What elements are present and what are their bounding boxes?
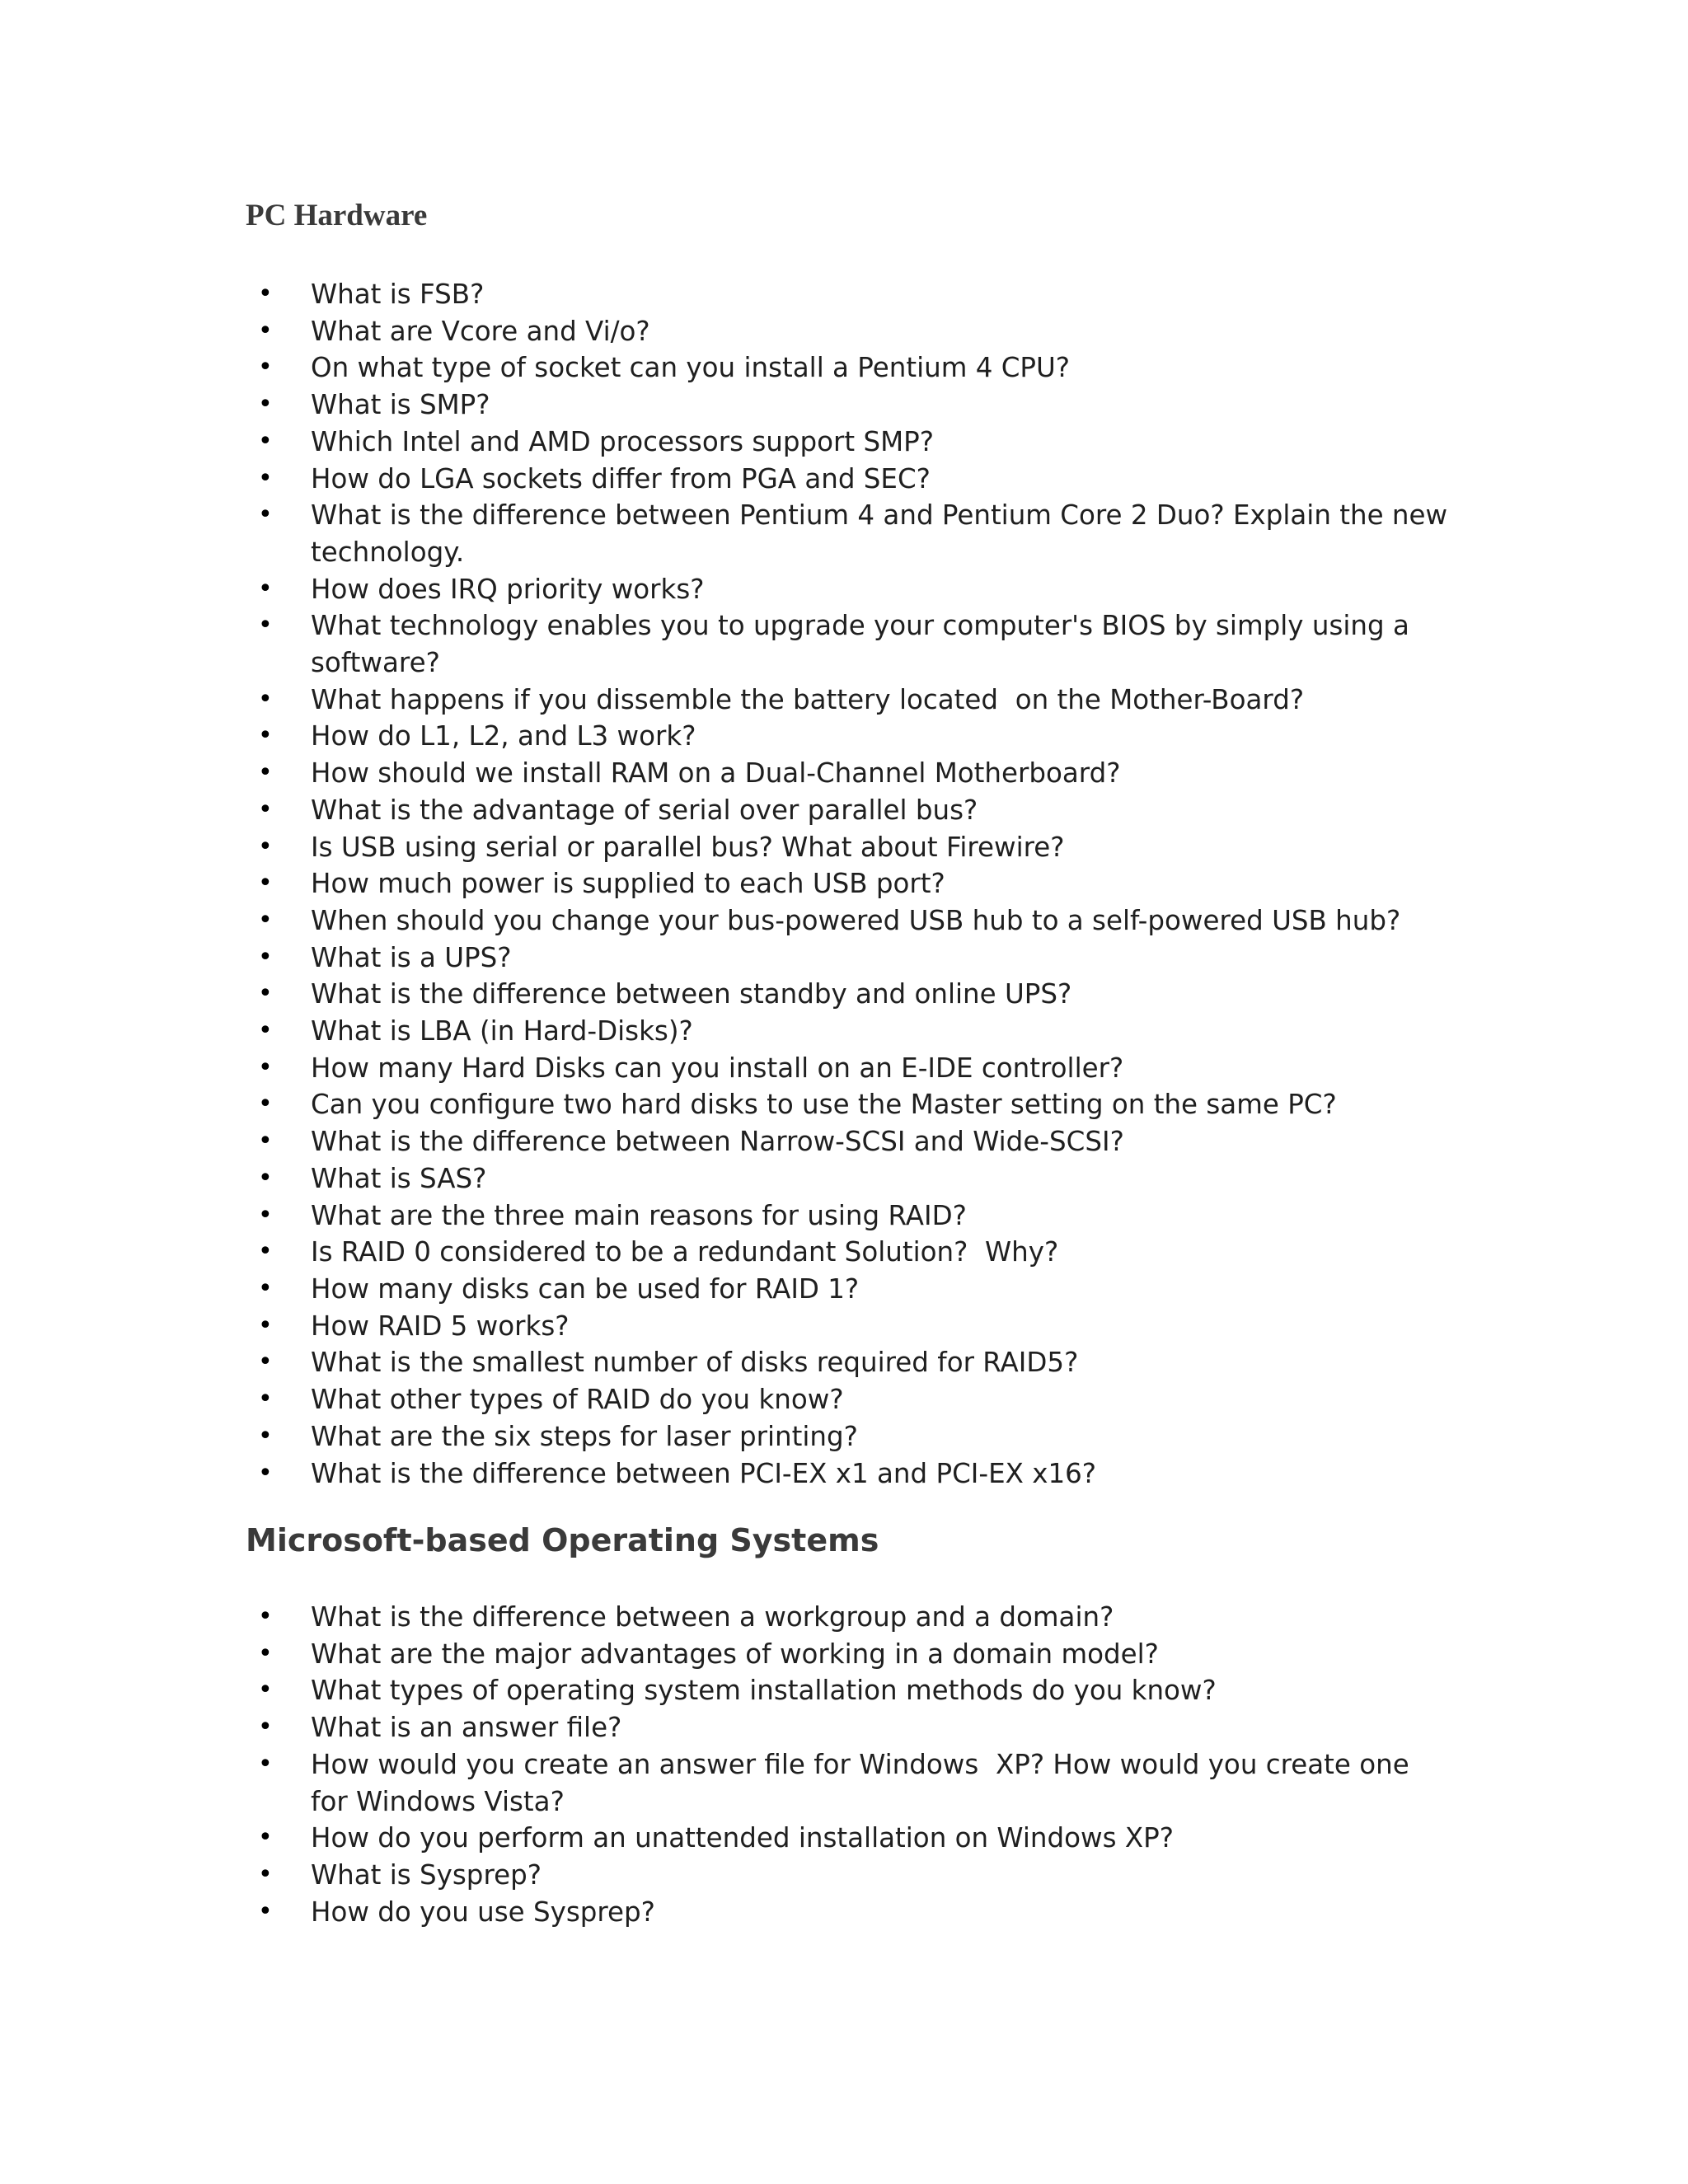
list-item-text: What happens if you dissemble the battery located on the Mother-Board?	[311, 683, 1305, 715]
bullet-icon: •	[258, 1458, 273, 1488]
list-item-text: What is the smallest number of disks required for RAID5?	[311, 1347, 1079, 1379]
bullet-icon: •	[258, 832, 273, 861]
list-item-text: What are the three main reasons for using RAID?	[311, 1199, 967, 1231]
list-item	[246, 276, 1449, 313]
list-item	[246, 1123, 1449, 1160]
bullet-icon: •	[258, 279, 273, 308]
list-item-text: How do LGA sockets differ from PGA and SEC?	[311, 462, 931, 494]
list-item	[246, 1455, 1449, 1493]
bullet-icon: •	[258, 463, 273, 493]
list-item	[246, 1086, 1449, 1123]
list-item-text: What is LBA (in Hard-Disks)?	[311, 1015, 693, 1047]
list-item	[246, 1894, 1449, 1931]
list-item	[246, 497, 1456, 570]
list-item	[246, 1636, 1449, 1673]
bullet-icon: •	[258, 794, 273, 824]
list-item-text: How do L1, L2, and L3 work?	[311, 720, 696, 752]
bullet-icon: •	[258, 353, 273, 382]
list-item-text: How many Hard Disks can you install on an E-IDE controller?	[311, 1052, 1124, 1084]
list-item	[246, 1857, 1449, 1894]
list-item-text: What is the difference between PCI-EX x1 and PCI-EX x16?	[311, 1457, 1097, 1489]
list-item	[246, 755, 1449, 792]
bullet-icon: •	[258, 1273, 273, 1303]
bullet-icon: •	[258, 1127, 273, 1156]
list-item	[246, 865, 1449, 902]
list-item-text: What is SAS?	[311, 1162, 487, 1194]
bullet-icon: •	[258, 1163, 273, 1193]
list-item-text: What are the six steps for laser printing?	[311, 1420, 858, 1452]
list-item	[246, 607, 1449, 681]
list-item-text: How do you use Sysprep?	[311, 1896, 655, 1928]
list-item-text: How do you perform an unattended installation on Windows XP?	[311, 1822, 1174, 1854]
bullet-icon: •	[258, 1016, 273, 1046]
list-item-text: What other types of RAID do you know?	[311, 1384, 844, 1416]
list-item	[246, 1308, 1449, 1345]
list-item	[246, 792, 1449, 829]
list-item-text: How RAID 5 works?	[311, 1310, 570, 1342]
bullet-icon: •	[258, 1237, 273, 1267]
list-item-text: Which Intel and AMD processors support SMP?	[311, 425, 934, 457]
bullet-icon: •	[258, 426, 273, 456]
list-item-text: What is the difference between standby and online UPS?	[311, 978, 1072, 1010]
bullet-icon: •	[258, 1823, 273, 1853]
list-item-text: What is the difference between a workgroup and a domain?	[311, 1601, 1114, 1633]
bullet-icon: •	[258, 869, 273, 898]
bullet-icon: •	[258, 390, 273, 419]
list-item-text: How much power is supplied to each USB port?	[311, 868, 945, 900]
list-item	[246, 1234, 1449, 1271]
list-item	[246, 349, 1449, 387]
list-item	[246, 1050, 1449, 1087]
bullet-icon: •	[258, 1713, 273, 1742]
section-heading-pc-hardware: PC Hardware	[246, 199, 428, 232]
bullet-icon: •	[258, 1749, 273, 1779]
bullet-icon: •	[258, 684, 273, 714]
list-item-text: What is an answer file?	[311, 1712, 622, 1744]
question-list-microsoft-os	[246, 1599, 1449, 1930]
list-item	[246, 1709, 1449, 1746]
list-item	[246, 1599, 1449, 1636]
question-list-pc-hardware	[246, 276, 1456, 1492]
list-item	[246, 976, 1449, 1013]
list-item	[246, 1197, 1449, 1235]
bullet-icon: •	[258, 1090, 273, 1119]
list-item	[246, 940, 1449, 977]
list-item-text: When should you change your bus-powered USB hub to a self-powered USB hub?	[311, 904, 1401, 936]
bullet-icon: •	[258, 500, 273, 530]
bullet-icon: •	[258, 1421, 273, 1451]
bullet-icon: •	[258, 1675, 273, 1705]
list-item	[246, 461, 1449, 498]
list-item-text: What is FSB?	[311, 279, 485, 310]
list-item-text: How would you create an answer file for Windows XP? How would you create one for Windows Vista?	[311, 1748, 1418, 1817]
list-item	[246, 313, 1449, 350]
bullet-icon: •	[258, 316, 273, 345]
list-item	[246, 1160, 1449, 1197]
list-item-text: How many disks can be used for RAID 1?	[311, 1272, 860, 1305]
list-item	[246, 1344, 1449, 1381]
list-item	[246, 1271, 1449, 1308]
list-item	[246, 718, 1449, 755]
bullet-icon: •	[258, 1200, 273, 1230]
list-item-text: What is the difference between Pentium 4 and Pentium Core 2 Duo? Explain the new technology.	[311, 499, 1456, 568]
list-item	[246, 1746, 1449, 1820]
list-item	[246, 1013, 1449, 1050]
bullet-icon: •	[258, 758, 273, 788]
list-item-text: Can you configure two hard disks to use the Master setting on the same PC?	[311, 1089, 1337, 1121]
bullet-icon: •	[258, 721, 273, 751]
section-heading-microsoft-os: Microsoft-based Operating Systems	[246, 1522, 879, 1558]
list-item-text: Is RAID 0 considered to be a redundant Solution? Why?	[311, 1236, 1059, 1268]
bullet-icon: •	[258, 1602, 273, 1631]
list-item-text: On what type of socket can you install a Pentium 4 CPU?	[311, 352, 1071, 384]
list-item-text: What is the advantage of serial over parallel bus?	[311, 794, 978, 826]
bullet-icon: •	[258, 979, 273, 1009]
bullet-icon: •	[258, 1347, 273, 1377]
bullet-icon: •	[258, 942, 273, 972]
list-item	[246, 387, 1449, 424]
list-item-text: What is Sysprep?	[311, 1858, 542, 1891]
list-item	[246, 1381, 1449, 1418]
bullet-icon: •	[258, 1859, 273, 1889]
list-item-text: What are the major advantages of working in a domain model?	[311, 1638, 1159, 1670]
list-item	[246, 1418, 1449, 1455]
list-item	[246, 1820, 1449, 1857]
list-item	[246, 829, 1449, 866]
list-item-text: Is USB using serial or parallel bus? What about Firewire?	[311, 831, 1065, 863]
list-item	[246, 682, 1449, 719]
list-item-text: What are Vcore and Vi/o?	[311, 315, 650, 347]
list-item	[246, 424, 1449, 461]
bullet-icon: •	[258, 1310, 273, 1340]
bullet-icon: •	[258, 611, 273, 640]
list-item-text: What technology enables you to upgrade your computer's BIOS by simply using a software?	[311, 610, 1418, 679]
list-item-text: What is SMP?	[311, 389, 490, 421]
bullet-icon: •	[258, 1896, 273, 1926]
list-item	[246, 902, 1449, 940]
list-item	[246, 1672, 1449, 1709]
bullet-icon: •	[258, 905, 273, 935]
list-item-text: What is a UPS?	[311, 941, 512, 973]
list-item-text: How should we install RAM on a Dual-Channel Motherboard?	[311, 757, 1121, 790]
list-item-text: What is the difference between Narrow-SCSI and Wide-SCSI?	[311, 1126, 1124, 1158]
bullet-icon: •	[258, 1052, 273, 1082]
bullet-icon: •	[258, 574, 273, 603]
list-item-text: What types of operating system installation methods do you know?	[311, 1675, 1217, 1707]
bullet-icon: •	[258, 1638, 273, 1668]
list-item	[246, 571, 1449, 608]
list-item-text: How does IRQ priority works?	[311, 573, 705, 605]
bullet-icon: •	[258, 1385, 273, 1414]
